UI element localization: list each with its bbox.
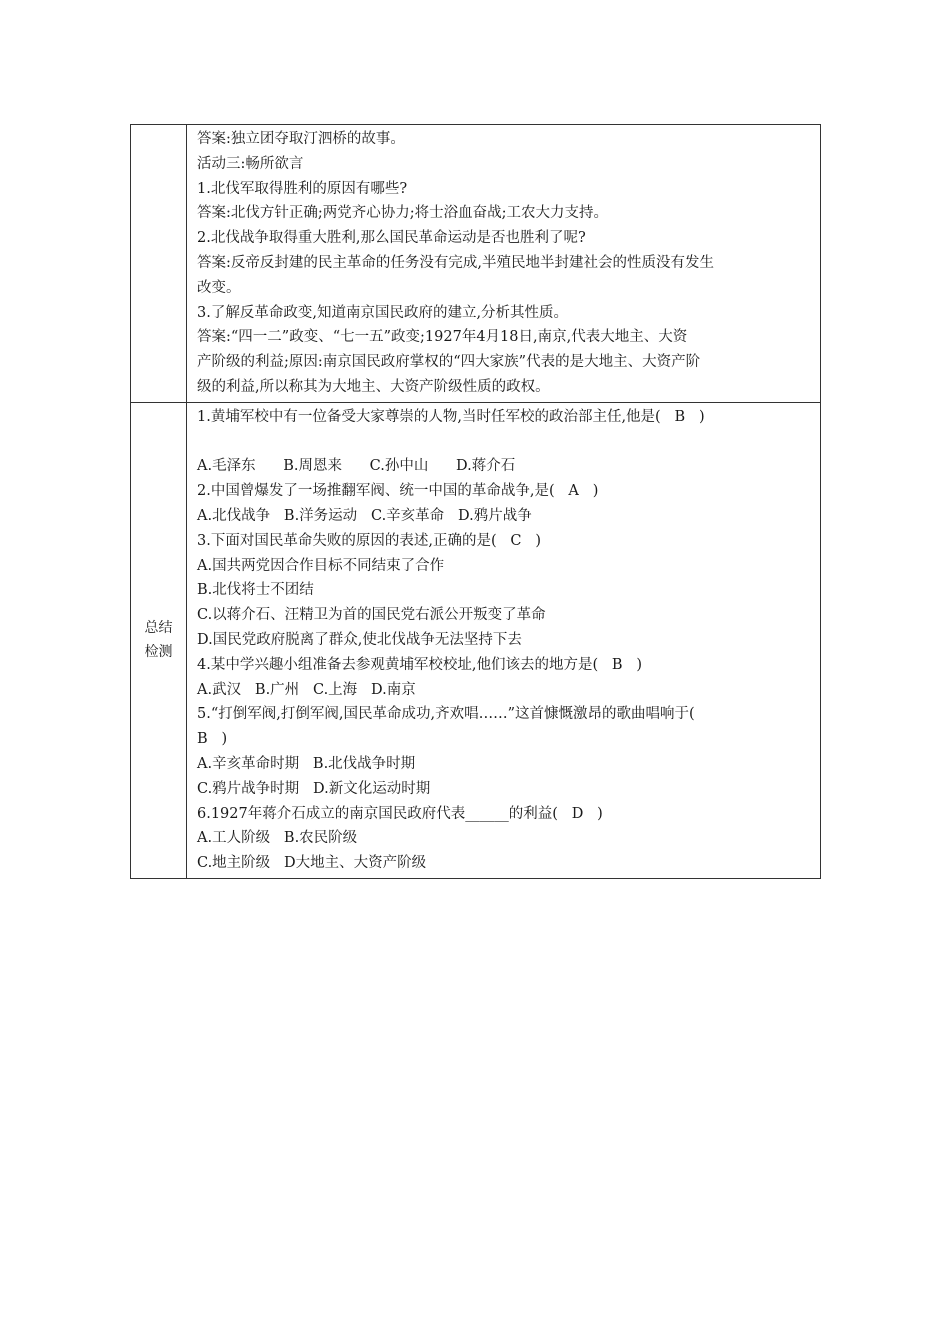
activity-label-cell — [131, 125, 187, 403]
answer-line-continued: 改变。 — [197, 279, 241, 296]
summary-test-content — [187, 402, 821, 878]
question-5: 5.“打倒军阀,打倒军阀,国民革命成功,齐欢唱……”这首慷慨激昂的歌曲唱响于( — [197, 706, 695, 723]
label-line: 总结 — [144, 620, 173, 637]
question-line: 1.北伐军取得胜利的原因有哪些? — [197, 180, 408, 197]
question-4-options: A.武汉 B.广州 C.上海 D.南京 — [197, 681, 416, 698]
question-6-options-ab: A.工人阶级 B.农民阶级 — [197, 830, 358, 847]
activity-row — [131, 125, 821, 403]
question-3-option-b: B.北伐将士不团结 — [197, 582, 314, 599]
answer-line-continued: 级的利益,所以称其为大地主、大资产阶级性质的政权。 — [197, 378, 550, 395]
question-3: 3.下面对国民革命失败的原因的表述,正确的是( C ) — [197, 532, 542, 549]
question-6-options-cd: C.地主阶级 D大地主、大资产阶级 — [197, 855, 427, 872]
question-2: 2.中国曾爆发了一场推翻军阀、统一中国的革命战争,是( A ) — [197, 483, 599, 500]
question-2-options: A.北伐战争 B.洋务运动 C.辛亥革命 D.鸦片战争 — [197, 507, 532, 524]
question-1-options: A.毛泽东 B.周恩来 C.孙中山 D.蒋介石 — [197, 458, 516, 475]
answer-line: 答案:北伐方针正确;两党齐心协力;将士浴血奋战;工农大力支持。 — [197, 205, 609, 222]
question-6: 6.1927年蒋介石成立的南京国民政府代表______的利益( D ) — [197, 805, 603, 822]
question-3-option-c: C.以蒋介石、汪精卫为首的国民党右派公开叛变了革命 — [197, 607, 546, 624]
question-5-answer: B ) — [197, 731, 228, 748]
question-5-options-cd: C.鸦片战争时期 D.新文化运动时期 — [197, 780, 431, 797]
summary-test-row — [131, 402, 821, 878]
question-4: 4.某中学兴趣小组准备去参观黄埔军校校址,他们该去的地方是( B ) — [197, 656, 643, 673]
answer-line-continued: 产阶级的利益;原因:南京国民政府掌权的“四大家族”代表的是大地主、大资产阶 — [197, 354, 701, 371]
lesson-table — [130, 124, 821, 879]
answer-line: 答案:独立团夺取汀泗桥的故事。 — [197, 131, 405, 147]
question-line: 2.北伐战争取得重大胜利,那么国民革命运动是否也胜利了呢? — [197, 230, 586, 247]
question-line: 3.了解反革命政变,知道南京国民政府的建立,分析其性质。 — [197, 304, 569, 321]
answer-line: 答案:“四一二”政变、“七一五”政变;1927年4月18日,南京,代表大地主、大资 — [197, 329, 688, 346]
question-1: 1.黄埔军校中有一位备受大家尊崇的人物,当时任军校的政治部主任,他是( B ) — [197, 408, 705, 425]
blank-spacer — [197, 430, 810, 455]
question-5-options-ab: A.辛亥革命时期 B.北伐战争时期 — [197, 755, 416, 772]
activity-content-cell — [187, 125, 821, 403]
label-line: 检测 — [144, 644, 173, 661]
question-3-option-a: A.国共两党因合作目标不同结束了合作 — [197, 557, 445, 574]
question-3-option-d: D.国民党政府脱离了群众,使北伐战争无法坚持下去 — [197, 631, 522, 648]
activity-heading: 活动三:畅所欲言 — [197, 155, 304, 172]
summary-test-label — [131, 402, 187, 878]
answer-line: 答案:反帝反封建的民主革命的任务没有完成,半殖民地半封建社会的性质没有发生 — [197, 254, 714, 271]
